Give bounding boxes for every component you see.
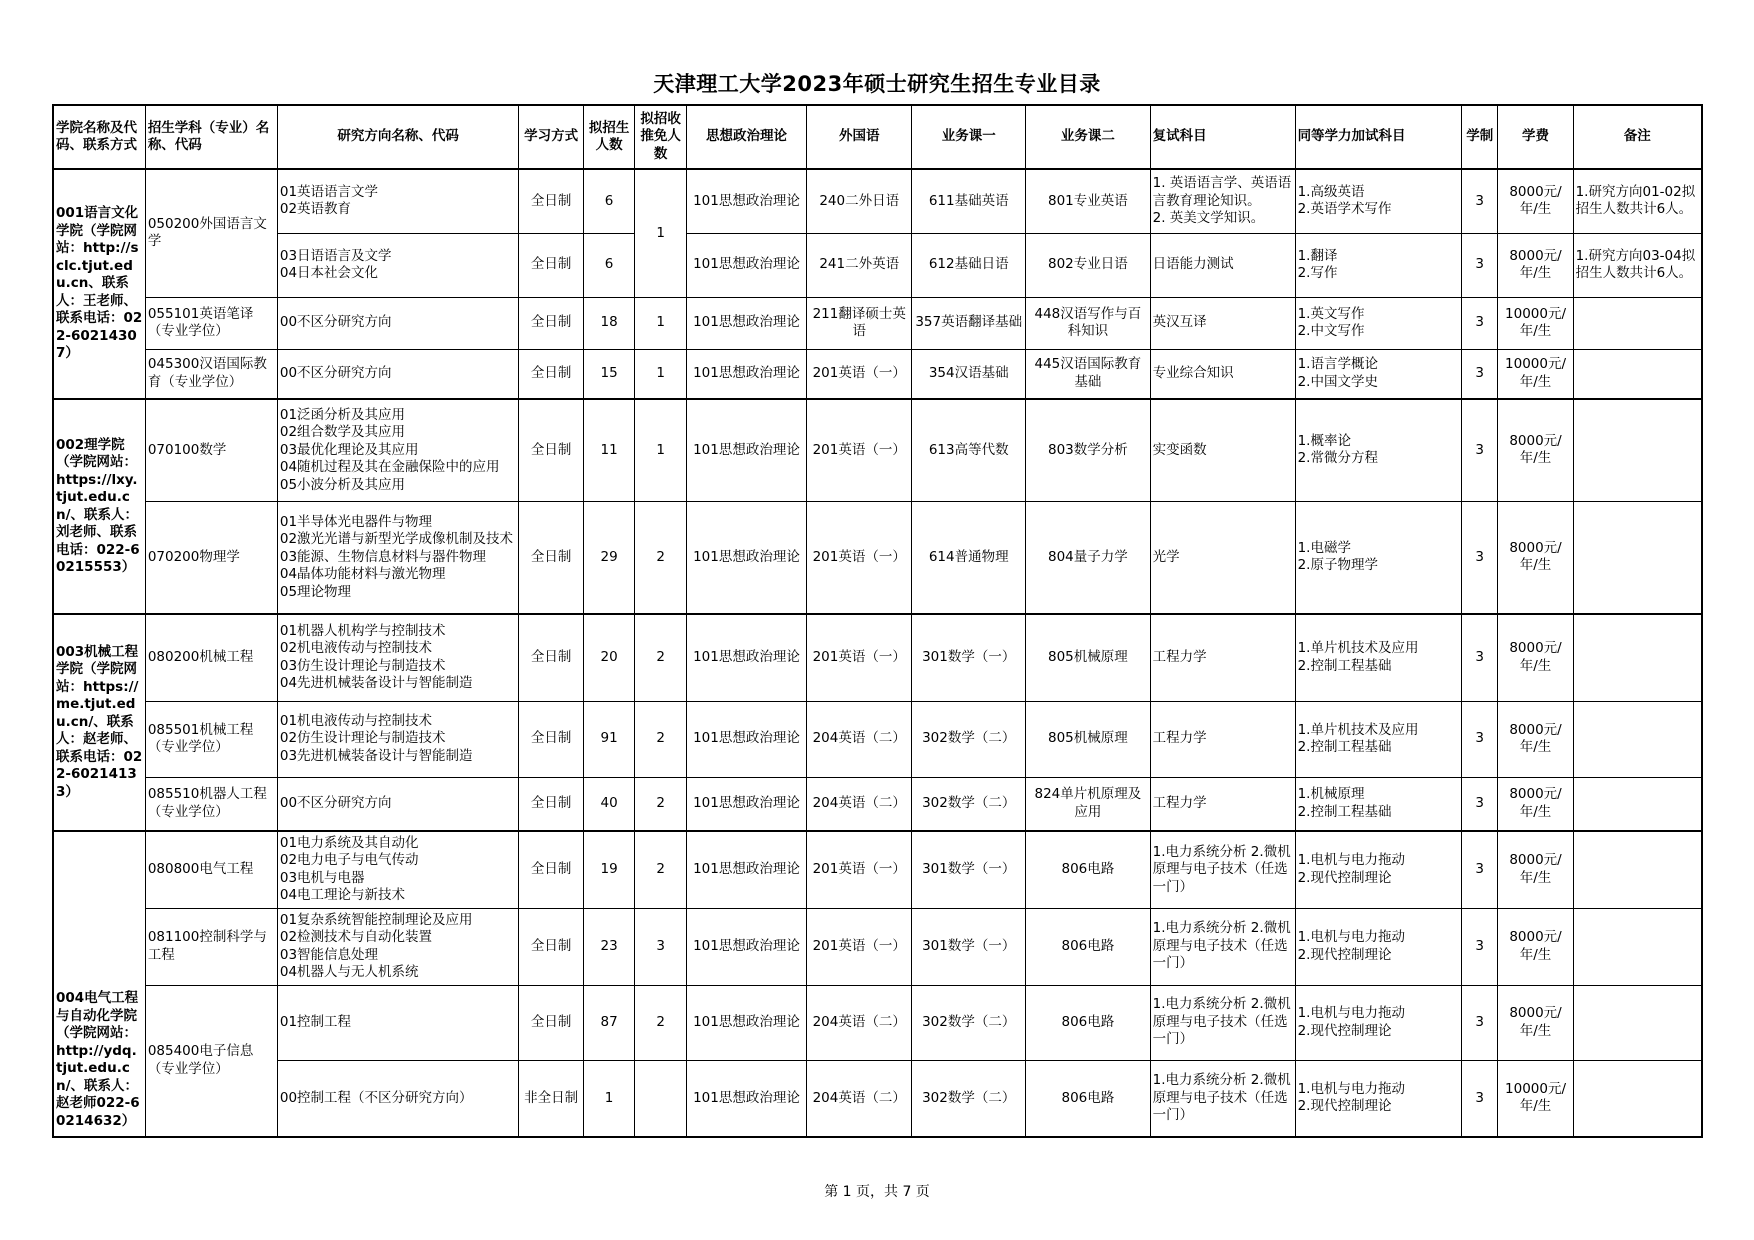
col-header-note: 备注 bbox=[1573, 105, 1702, 169]
mode-cell: 全日制 bbox=[519, 233, 583, 297]
col-header-exempt: 拟招收推免人数 bbox=[635, 105, 687, 169]
course1-cell: 302数学（二） bbox=[912, 777, 1026, 831]
major-cell: 050200外国语言文学 bbox=[145, 169, 277, 297]
foreign-cell: 204英语（二） bbox=[807, 985, 912, 1060]
mode-cell: 全日制 bbox=[519, 701, 583, 777]
direction-cell: 00不区分研究方向 bbox=[277, 349, 519, 399]
foreign-cell: 201英语（一） bbox=[807, 501, 912, 614]
years-cell: 3 bbox=[1461, 349, 1498, 399]
table-row bbox=[53, 501, 1702, 614]
major-cell: 085501机械工程（专业学位） bbox=[145, 701, 277, 777]
years-cell: 3 bbox=[1461, 831, 1498, 908]
politics-cell: 101思想政治理论 bbox=[686, 233, 806, 297]
col-header-major: 招生学科（专业）名称、代码 bbox=[145, 105, 277, 169]
note-cell bbox=[1573, 349, 1702, 399]
politics-cell: 101思想政治理论 bbox=[686, 501, 806, 614]
extra-cell: 1.高级英语 2.英语学术写作 bbox=[1295, 169, 1461, 233]
fee-cell: 8000元/年/生 bbox=[1498, 908, 1573, 985]
course1-cell: 612基础日语 bbox=[912, 233, 1026, 297]
note-cell bbox=[1573, 1060, 1702, 1137]
col-header-college: 学院名称及代码、联系方式 bbox=[53, 105, 145, 169]
politics-cell: 101思想政治理论 bbox=[686, 908, 806, 985]
retest-cell: 1.电力系统分析 2.微机原理与电子技术（任选一门） bbox=[1150, 985, 1295, 1060]
fee-cell: 8000元/年/生 bbox=[1498, 701, 1573, 777]
direction-cell: 00不区分研究方向 bbox=[277, 297, 519, 349]
mode-cell: 全日制 bbox=[519, 399, 583, 501]
retest-cell: 1.电力系统分析 2.微机原理与电子技术（任选一门） bbox=[1150, 831, 1295, 908]
major-cell: 080800电气工程 bbox=[145, 831, 277, 908]
years-cell: 3 bbox=[1461, 399, 1498, 501]
foreign-cell: 201英语（一） bbox=[807, 399, 912, 501]
retest-cell: 1.电力系统分析 2.微机原理与电子技术（任选一门） bbox=[1150, 908, 1295, 985]
quota-cell: 20 bbox=[583, 614, 635, 701]
direction-cell: 03日语语言及文学 04日本社会文化 bbox=[277, 233, 519, 297]
exempt-cell: 2 bbox=[635, 501, 687, 614]
course2-cell: 802专业日语 bbox=[1026, 233, 1151, 297]
major-cell: 085400电子信息（专业学位） bbox=[145, 985, 277, 1137]
extra-cell: 1.电磁学 2.原子物理学 bbox=[1295, 501, 1461, 614]
mode-cell: 全日制 bbox=[519, 985, 583, 1060]
retest-cell: 1. 英语语言学、英语语言教育理论知识。 2. 英美文学知识。 bbox=[1150, 169, 1295, 233]
fee-cell: 10000元/年/生 bbox=[1498, 1060, 1573, 1137]
course2-cell: 806电路 bbox=[1026, 985, 1151, 1060]
major-cell: 080200机械工程 bbox=[145, 614, 277, 701]
exempt-cell: 2 bbox=[635, 777, 687, 831]
quota-cell: 29 bbox=[583, 501, 635, 614]
note-cell bbox=[1573, 399, 1702, 501]
table-row bbox=[53, 831, 1702, 908]
years-cell: 3 bbox=[1461, 985, 1498, 1060]
mode-cell: 全日制 bbox=[519, 501, 583, 614]
years-cell: 3 bbox=[1461, 777, 1498, 831]
politics-cell: 101思想政治理论 bbox=[686, 777, 806, 831]
direction-cell: 01复杂系统智能控制理论及应用 02检测技术与自动化装置 03智能信息处理 04机器人与无人机系统 bbox=[277, 908, 519, 985]
exempt-cell: 1 bbox=[635, 169, 687, 297]
extra-cell: 1.机械原理 2.控制工程基础 bbox=[1295, 777, 1461, 831]
note-cell bbox=[1573, 701, 1702, 777]
col-header-years: 学制 bbox=[1461, 105, 1498, 169]
fee-cell: 10000元/年/生 bbox=[1498, 297, 1573, 349]
major-cell: 055101英语笔译（专业学位） bbox=[145, 297, 277, 349]
major-cell: 070200物理学 bbox=[145, 501, 277, 614]
note-cell bbox=[1573, 908, 1702, 985]
direction-cell: 01英语语言文学 02英语教育 bbox=[277, 169, 519, 233]
course2-cell: 445汉语国际教育基础 bbox=[1026, 349, 1151, 399]
extra-cell: 1.单片机技术及应用 2.控制工程基础 bbox=[1295, 701, 1461, 777]
politics-cell: 101思想政治理论 bbox=[686, 985, 806, 1060]
fee-cell: 8000元/年/生 bbox=[1498, 985, 1573, 1060]
foreign-cell: 204英语（二） bbox=[807, 1060, 912, 1137]
direction-cell: 01半导体光电器件与物理 02激光光谱与新型光学成像机制及技术 03能源、生物信息材料与器件物理 04晶体功能材料与激光物理 05理论物理 bbox=[277, 501, 519, 614]
foreign-cell: 201英语（一） bbox=[807, 614, 912, 701]
table-row bbox=[53, 233, 1702, 297]
mode-cell: 全日制 bbox=[519, 831, 583, 908]
fee-cell: 8000元/年/生 bbox=[1498, 777, 1573, 831]
course1-cell: 613高等代数 bbox=[912, 399, 1026, 501]
table-row bbox=[53, 908, 1702, 985]
col-header-fee: 学费 bbox=[1498, 105, 1573, 169]
fee-cell: 10000元/年/生 bbox=[1498, 349, 1573, 399]
years-cell: 3 bbox=[1461, 233, 1498, 297]
table-row bbox=[53, 701, 1702, 777]
politics-cell: 101思想政治理论 bbox=[686, 399, 806, 501]
quota-cell: 23 bbox=[583, 908, 635, 985]
foreign-cell: 201英语（一） bbox=[807, 908, 912, 985]
course1-cell: 354汉语基础 bbox=[912, 349, 1026, 399]
extra-cell: 1.电机与电力拖动 2.现代控制理论 bbox=[1295, 985, 1461, 1060]
college-cell: 004电气工程与自动化学院（学院网站：http://ydq.tjut.edu.cn/、联系人：赵老师022-60214632） bbox=[53, 831, 145, 1137]
note-cell: 1.研究方向01-02拟招生人数共计6人。 bbox=[1573, 169, 1702, 233]
college-cell: 001语言文化学院（学院网站：http://sclc.tjut.edu.cn、联系人：王老师、联系电话：022-60214307） bbox=[53, 169, 145, 399]
politics-cell: 101思想政治理论 bbox=[686, 1060, 806, 1137]
retest-cell: 工程力学 bbox=[1150, 614, 1295, 701]
course2-cell: 824单片机原理及应用 bbox=[1026, 777, 1151, 831]
exempt-cell: 2 bbox=[635, 985, 687, 1060]
course2-cell: 806电路 bbox=[1026, 908, 1151, 985]
table-row bbox=[53, 297, 1702, 349]
direction-cell: 01泛函分析及其应用 02组合数学及其应用 03最优化理论及其应用 04随机过程及其在金融保险中的应用 05小波分析及其应用 bbox=[277, 399, 519, 501]
direction-cell: 01控制工程 bbox=[277, 985, 519, 1060]
catalog-table bbox=[52, 104, 1703, 1138]
college-cell: 002理学院（学院网站：https://lxy.tjut.edu.cn/、联系人：刘老师、联系电话：022-60215553） bbox=[53, 399, 145, 614]
extra-cell: 1.电机与电力拖动 2.现代控制理论 bbox=[1295, 908, 1461, 985]
foreign-cell: 201英语（一） bbox=[807, 831, 912, 908]
course2-cell: 806电路 bbox=[1026, 1060, 1151, 1137]
course2-cell: 806电路 bbox=[1026, 831, 1151, 908]
table-row bbox=[53, 399, 1702, 501]
col-header-retest: 复试科目 bbox=[1150, 105, 1295, 169]
major-cell: 070100数学 bbox=[145, 399, 277, 501]
exempt-cell: 1 bbox=[635, 297, 687, 349]
foreign-cell: 240二外日语 bbox=[807, 169, 912, 233]
college-cell: 003机械工程学院（学院网站：https://me.tjut.edu.cn/、联系人：赵老师、联系电话：022-60214133） bbox=[53, 614, 145, 831]
foreign-cell: 204英语（二） bbox=[807, 701, 912, 777]
course2-cell: 448汉语写作与百科知识 bbox=[1026, 297, 1151, 349]
extra-cell: 1.单片机技术及应用 2.控制工程基础 bbox=[1295, 614, 1461, 701]
extra-cell: 1.电机与电力拖动 2.现代控制理论 bbox=[1295, 1060, 1461, 1137]
years-cell: 3 bbox=[1461, 501, 1498, 614]
table-row bbox=[53, 614, 1702, 701]
direction-cell: 01机器人机构学与控制技术 02机电液传动与控制技术 03仿生设计理论与制造技术 04先进机械装备设计与智能制造 bbox=[277, 614, 519, 701]
retest-cell: 实变函数 bbox=[1150, 399, 1295, 501]
table-row bbox=[53, 1060, 1702, 1137]
extra-cell: 1.语言学概论 2.中国文学史 bbox=[1295, 349, 1461, 399]
note-cell bbox=[1573, 501, 1702, 614]
foreign-cell: 201英语（一） bbox=[807, 349, 912, 399]
retest-cell: 工程力学 bbox=[1150, 701, 1295, 777]
quota-cell: 15 bbox=[583, 349, 635, 399]
quota-cell: 6 bbox=[583, 169, 635, 233]
fee-cell: 8000元/年/生 bbox=[1498, 399, 1573, 501]
fee-cell: 8000元/年/生 bbox=[1498, 831, 1573, 908]
course1-cell: 302数学（二） bbox=[912, 1060, 1026, 1137]
mode-cell: 全日制 bbox=[519, 614, 583, 701]
fee-cell: 8000元/年/生 bbox=[1498, 614, 1573, 701]
page-title: 天津理工大学2023年硕士研究生招生专业目录 bbox=[653, 72, 1101, 96]
retest-cell: 光学 bbox=[1150, 501, 1295, 614]
course1-cell: 302数学（二） bbox=[912, 701, 1026, 777]
exempt-cell: 2 bbox=[635, 701, 687, 777]
col-header-mode: 学习方式 bbox=[519, 105, 583, 169]
course1-cell: 302数学（二） bbox=[912, 985, 1026, 1060]
mode-cell: 非全日制 bbox=[519, 1060, 583, 1137]
politics-cell: 101思想政治理论 bbox=[686, 614, 806, 701]
course1-cell: 611基础英语 bbox=[912, 169, 1026, 233]
course1-cell: 357英语翻译基础 bbox=[912, 297, 1026, 349]
col-header-politics: 思想政治理论 bbox=[686, 105, 806, 169]
politics-cell: 101思想政治理论 bbox=[686, 349, 806, 399]
quota-cell: 18 bbox=[583, 297, 635, 349]
course1-cell: 301数学（一） bbox=[912, 908, 1026, 985]
politics-cell: 101思想政治理论 bbox=[686, 297, 806, 349]
foreign-cell: 211翻译硕士英语 bbox=[807, 297, 912, 349]
direction-cell: 00控制工程（不区分研究方向） bbox=[277, 1060, 519, 1137]
quota-cell: 11 bbox=[583, 399, 635, 501]
course1-cell: 301数学（一） bbox=[912, 614, 1026, 701]
fee-cell: 8000元/年/生 bbox=[1498, 233, 1573, 297]
retest-cell: 1.电力系统分析 2.微机原理与电子技术（任选一门） bbox=[1150, 1060, 1295, 1137]
col-header-course1: 业务课一 bbox=[912, 105, 1026, 169]
course2-cell: 804量子力学 bbox=[1026, 501, 1151, 614]
direction-cell: 00不区分研究方向 bbox=[277, 777, 519, 831]
quota-cell: 40 bbox=[583, 777, 635, 831]
course1-cell: 301数学（一） bbox=[912, 831, 1026, 908]
major-cell: 081100控制科学与工程 bbox=[145, 908, 277, 985]
note-cell bbox=[1573, 777, 1702, 831]
col-header-extra: 同等学力加试科目 bbox=[1295, 105, 1461, 169]
exempt-cell bbox=[635, 1060, 687, 1137]
foreign-cell: 204英语（二） bbox=[807, 777, 912, 831]
mode-cell: 全日制 bbox=[519, 349, 583, 399]
politics-cell: 101思想政治理论 bbox=[686, 831, 806, 908]
exempt-cell: 2 bbox=[635, 831, 687, 908]
table-row bbox=[53, 777, 1702, 831]
quota-cell: 19 bbox=[583, 831, 635, 908]
header-row bbox=[53, 105, 1702, 169]
exempt-cell: 2 bbox=[635, 614, 687, 701]
mode-cell: 全日制 bbox=[519, 908, 583, 985]
exempt-cell: 1 bbox=[635, 399, 687, 501]
direction-cell: 01电力系统及其自动化 02电力电子与电气传动 03电机与电器 04电工理论与新技术 bbox=[277, 831, 519, 908]
fee-cell: 8000元/年/生 bbox=[1498, 501, 1573, 614]
course2-cell: 803数学分析 bbox=[1026, 399, 1151, 501]
mode-cell: 全日制 bbox=[519, 777, 583, 831]
note-cell bbox=[1573, 985, 1702, 1060]
table-row bbox=[53, 349, 1702, 399]
extra-cell: 1.电机与电力拖动 2.现代控制理论 bbox=[1295, 831, 1461, 908]
quota-cell: 91 bbox=[583, 701, 635, 777]
retest-cell: 日语能力测试 bbox=[1150, 233, 1295, 297]
fee-cell: 8000元/年/生 bbox=[1498, 169, 1573, 233]
note-cell bbox=[1573, 831, 1702, 908]
extra-cell: 1.英文写作 2.中文写作 bbox=[1295, 297, 1461, 349]
col-header-course2: 业务课二 bbox=[1026, 105, 1151, 169]
retest-cell: 工程力学 bbox=[1150, 777, 1295, 831]
major-cell: 085510机器人工程（专业学位） bbox=[145, 777, 277, 831]
years-cell: 3 bbox=[1461, 908, 1498, 985]
direction-cell: 01机电液传动与控制技术 02仿生设计理论与制造技术 03先进机械装备设计与智能制造 bbox=[277, 701, 519, 777]
mode-cell: 全日制 bbox=[519, 169, 583, 233]
years-cell: 3 bbox=[1461, 701, 1498, 777]
major-cell: 045300汉语国际教育（专业学位） bbox=[145, 349, 277, 399]
years-cell: 3 bbox=[1461, 297, 1498, 349]
quota-cell: 87 bbox=[583, 985, 635, 1060]
years-cell: 3 bbox=[1461, 614, 1498, 701]
years-cell: 3 bbox=[1461, 1060, 1498, 1137]
col-header-foreign: 外国语 bbox=[807, 105, 912, 169]
extra-cell: 1.概率论 2.常微分方程 bbox=[1295, 399, 1461, 501]
table-row bbox=[53, 169, 1702, 233]
col-header-quota: 拟招生人数 bbox=[583, 105, 635, 169]
foreign-cell: 241二外英语 bbox=[807, 233, 912, 297]
table-row bbox=[53, 985, 1702, 1060]
page-footer: 第 1 页，共 7 页 bbox=[824, 1184, 930, 1200]
course2-cell: 805机械原理 bbox=[1026, 614, 1151, 701]
note-cell: 1.研究方向03-04拟招生人数共计6人。 bbox=[1573, 233, 1702, 297]
exempt-cell: 1 bbox=[635, 349, 687, 399]
exempt-cell: 3 bbox=[635, 908, 687, 985]
col-header-direction: 研究方向名称、代码 bbox=[277, 105, 519, 169]
mode-cell: 全日制 bbox=[519, 297, 583, 349]
politics-cell: 101思想政治理论 bbox=[686, 169, 806, 233]
retest-cell: 专业综合知识 bbox=[1150, 349, 1295, 399]
years-cell: 3 bbox=[1461, 169, 1498, 233]
course2-cell: 801专业英语 bbox=[1026, 169, 1151, 233]
quota-cell: 1 bbox=[583, 1060, 635, 1137]
course2-cell: 805机械原理 bbox=[1026, 701, 1151, 777]
note-cell bbox=[1573, 297, 1702, 349]
politics-cell: 101思想政治理论 bbox=[686, 701, 806, 777]
note-cell bbox=[1573, 614, 1702, 701]
extra-cell: 1.翻译 2.写作 bbox=[1295, 233, 1461, 297]
quota-cell: 6 bbox=[583, 233, 635, 297]
retest-cell: 英汉互译 bbox=[1150, 297, 1295, 349]
course1-cell: 614普通物理 bbox=[912, 501, 1026, 614]
